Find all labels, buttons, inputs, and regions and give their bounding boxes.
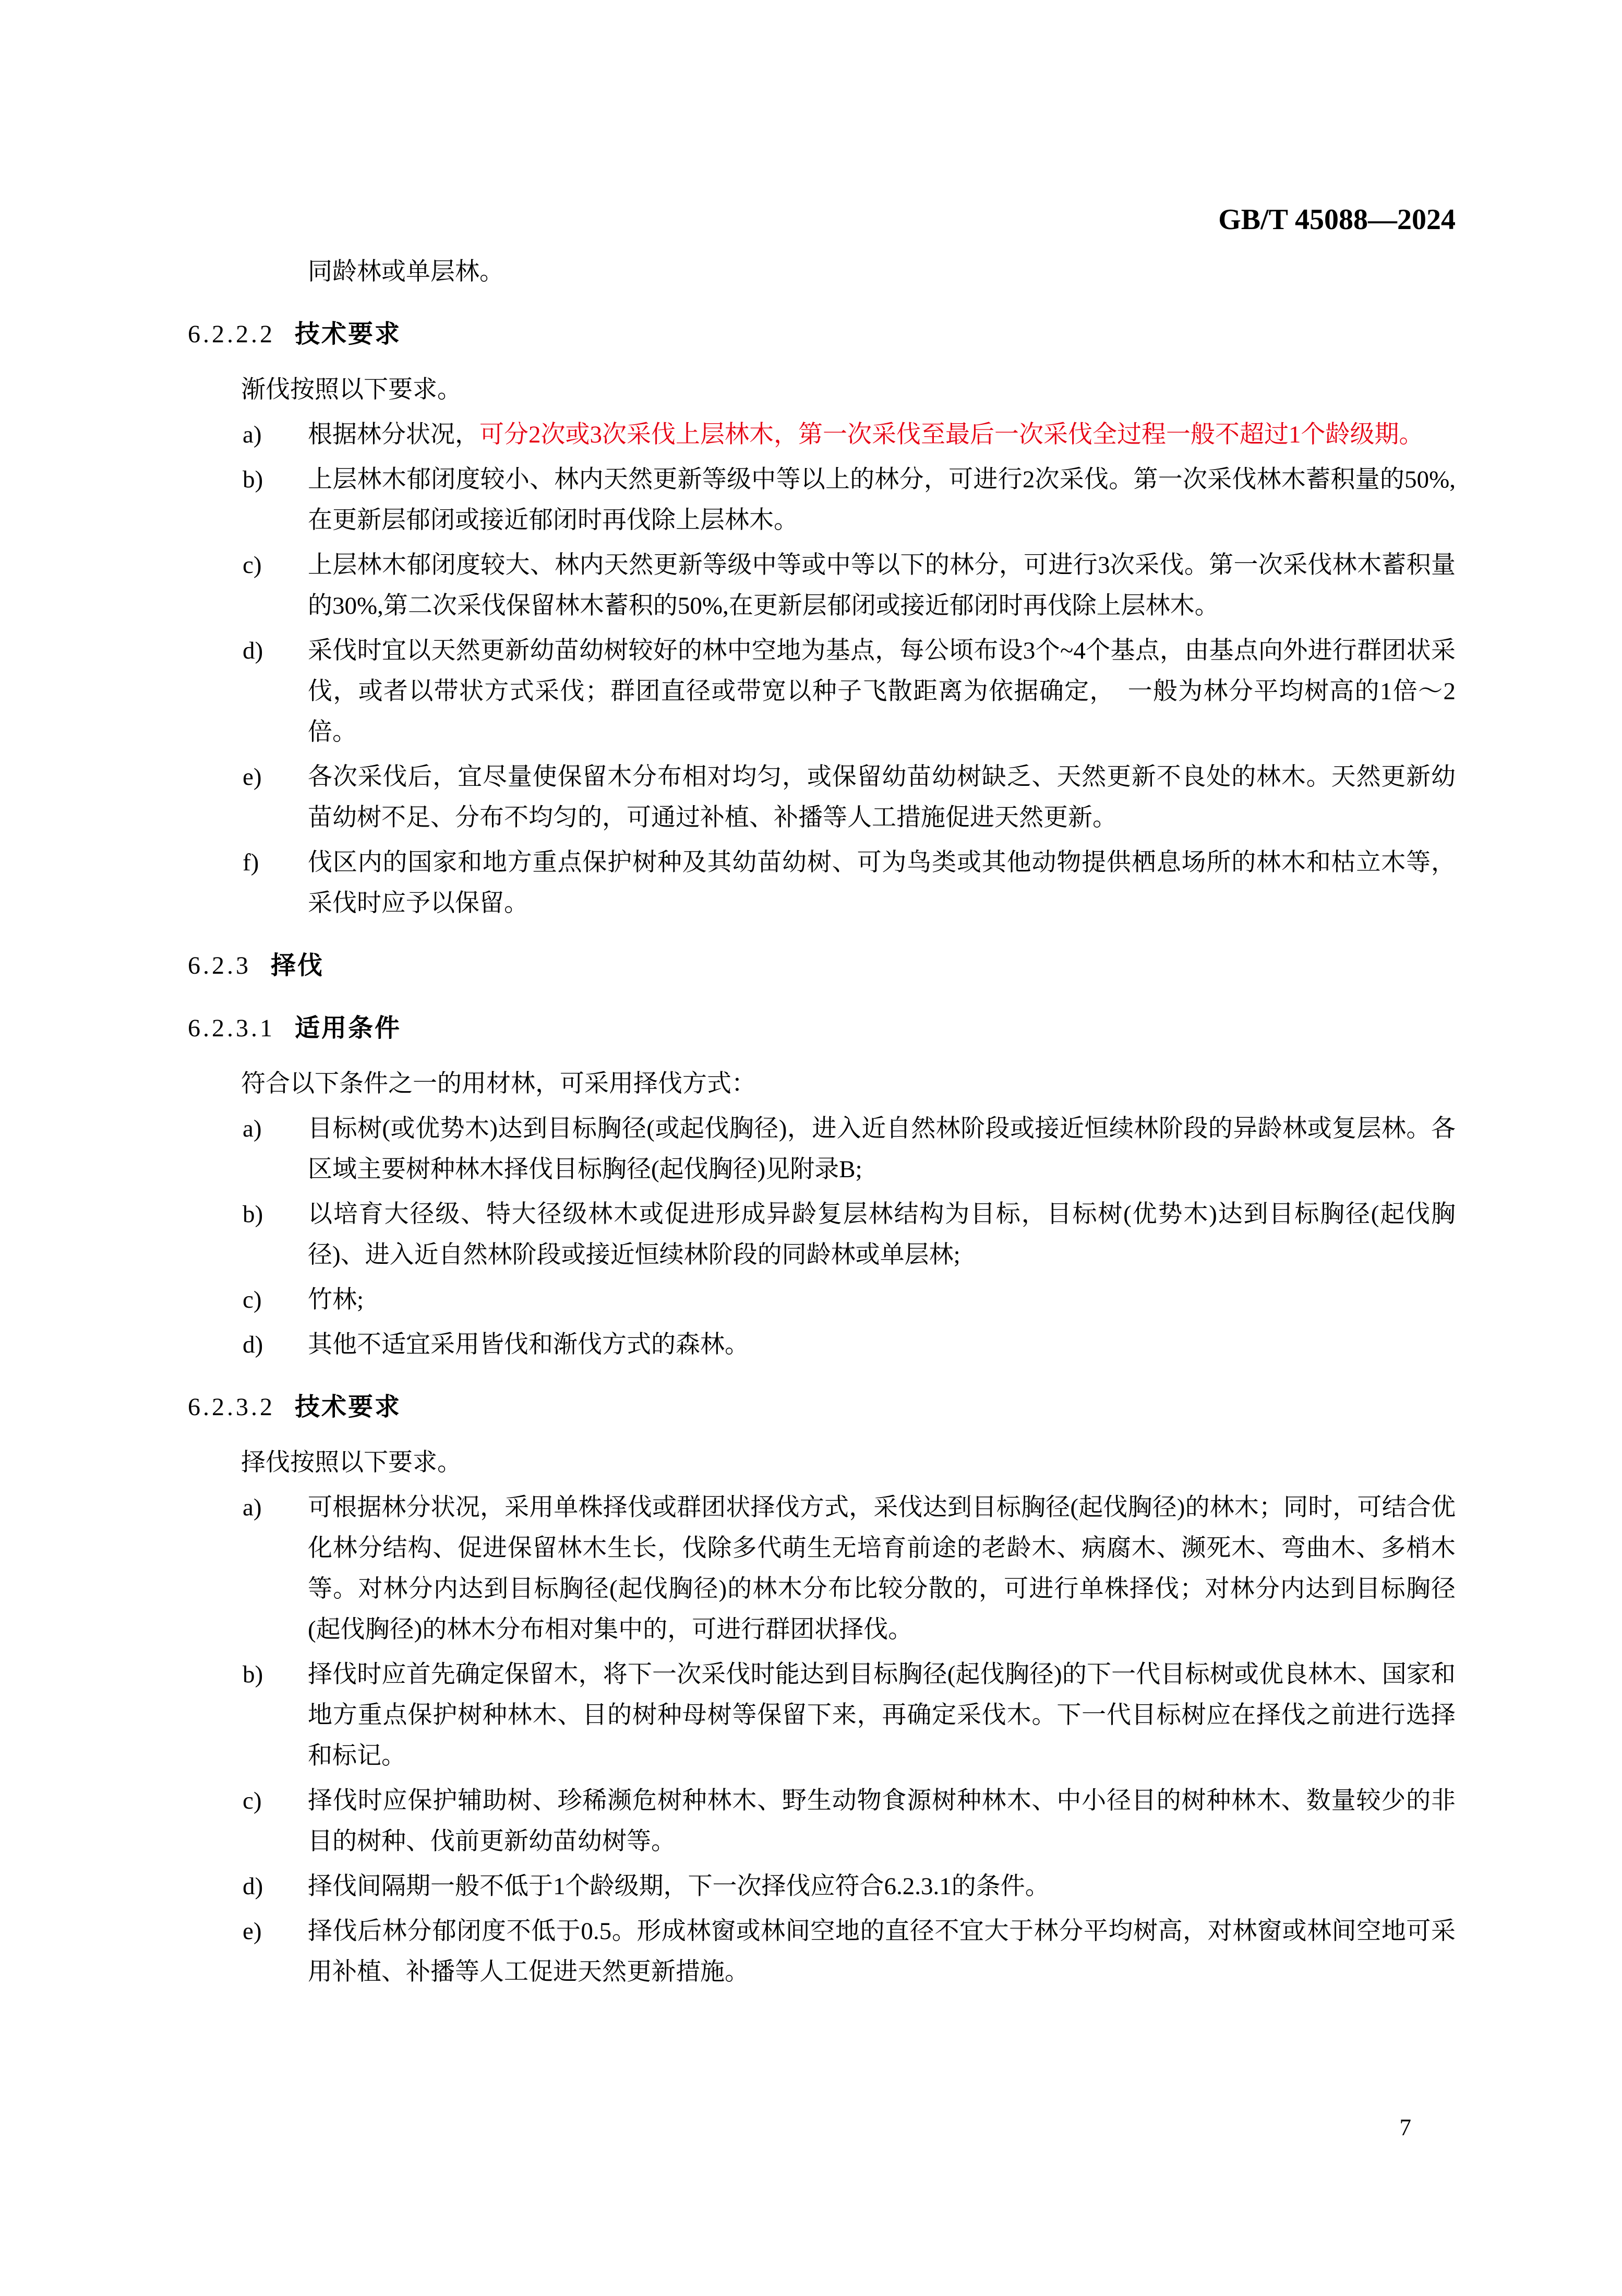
list-item-label: d): [243, 637, 263, 664]
heading-number: 6.2.3.2: [188, 1393, 275, 1421]
list-item: [188, 757, 1456, 838]
list-item-text: 其他不适宜采用皆伐和渐伐方式的森林。: [308, 1331, 749, 1358]
list-item-label: a): [243, 1494, 262, 1521]
list-item-label: a): [243, 421, 262, 448]
list-item-text: 各次采伐后，宜尽量使保留木分布相对均匀，或保留幼苗幼树缺乏、天然更新不良处的林木。天然更新幼苗幼树不足、分布不均匀的，可通过补植、补播等人工措施促进天然更新。: [308, 763, 1456, 831]
list-item-text: 根据林分状况，: [308, 421, 479, 448]
lead-paragraph: 渐伐按照以下要求。: [241, 376, 462, 403]
list-item-label: b): [243, 466, 263, 493]
lead-paragraph: 符合以下条件之一的用材林，可采用择伐方式：: [241, 1070, 756, 1097]
list-item-label: e): [243, 763, 262, 791]
list-item: [188, 545, 1456, 626]
list-item-label: e): [243, 1918, 262, 1945]
list-item-text: 以培育大径级、特大径级林木或促进形成异龄复层林结构为目标，目标树(优势木)达到目标胸径(起伐胸径)、进入近自然林阶段或接近恒续林阶段的同龄林或单层林;: [308, 1201, 1456, 1269]
list-item: [188, 1911, 1456, 1992]
list-item: [188, 459, 1456, 541]
heading-title: 技术要求: [295, 320, 402, 348]
heading-number: 6.2.3: [188, 952, 251, 979]
list-item: [188, 414, 1456, 455]
list-item-text: 采伐时宜以天然更新幼苗幼树较好的林中空地为基点，每公顷布设3个~4个基点，由基点向外进行群团状采伐，或者以带状方式采伐；群团直径或带宽以种子飞散距离为依据确定， 一般为林分平均树高的1倍～2倍。: [308, 637, 1456, 746]
highlighted-text: 可分2次或3次采伐上层林木，第一次采伐至最后一次采伐全过程一般不超过1个龄级期。: [479, 421, 1424, 448]
list-item: [188, 1108, 1456, 1190]
list-item-text: 上层林木郁闭度较大、林内天然更新等级中等或中等以下的林分，可进行3次采伐。第一次采伐林木蓄积量的30%,第二次采伐保留林木蓄积的50%,在更新层郁闭或接近郁闭时再伐除上层林木。: [308, 552, 1456, 619]
list-item: [188, 630, 1456, 752]
heading-title: 择伐: [271, 952, 325, 979]
heading-6-2-3: [188, 946, 1456, 986]
page-number: 7: [1399, 2114, 1411, 2140]
list-item-text: 择伐间隔期一般不低于1个龄级期，下一次择伐应符合6.2.3.1的条件。: [308, 1873, 1050, 1900]
list-item-text: 竹林;: [308, 1286, 364, 1313]
list-item: [188, 1279, 1456, 1320]
heading-6-2-2-2: [188, 314, 1456, 355]
list-item-text: 可根据林分状况，采用单株择伐或群团状择伐方式，采伐达到目标胸径(起伐胸径)的林木；同时，可结合优化林分结构、促进保留林木生长，伐除多代萌生无培育前途的老龄木、病腐木、濒死木、弯曲木、多梢木等。对林分内达到目标胸径(起伐胸径)的林木分布比较分散的，可进行单株择伐；对林分内达到目标胸径(起伐胸径)的林木分布相对集中的，可进行群团状择伐。: [308, 1494, 1456, 1643]
list-item-text: 上层林木郁闭度较小、林内天然更新等级中等以上的林分，可进行2次采伐。第一次采伐林木蓄积量的50%,在更新层郁闭或接近郁闭时再伐除上层林木。: [308, 466, 1456, 534]
list-item: [188, 1866, 1456, 1907]
list-item: [188, 1654, 1456, 1776]
lead-paragraph: 择伐按照以下要求。: [241, 1449, 462, 1476]
list-item: [188, 842, 1456, 924]
list-item-label: b): [243, 1661, 263, 1688]
list-item-text: 择伐时应首先确定保留木，将下一次采伐时能达到目标胸径(起伐胸径)的下一代目标树或优良林木、国家和地方重点保护树种林木、目的树种母树等保留下来，再确定采伐木。下一代目标树应在择伐之前进行选择和标记。: [308, 1661, 1456, 1769]
list-item-text: 择伐时应保护辅助树、珍稀濒危树种林木、野生动物食源树种林木、中小径目的树种林木、数量较少的非目的树种、伐前更新幼苗幼树等。: [308, 1787, 1456, 1855]
list-item-label: c): [243, 1286, 262, 1313]
list-item-text: 伐区内的国家和地方重点保护树种及其幼苗幼树、可为鸟类或其他动物提供栖息场所的林木和枯立木等，采伐时应予以保留。: [308, 849, 1456, 917]
list-item: [188, 1487, 1456, 1650]
list-item-label: c): [243, 552, 262, 579]
list-item: [188, 1194, 1456, 1275]
list-item-label: f): [243, 849, 259, 876]
heading-title: 技术要求: [295, 1393, 402, 1421]
heading-number: 6.2.3.1: [188, 1014, 275, 1042]
list-item-text: 择伐后林分郁闭度不低于0.5。形成林窗或林间空地的直径不宜大于林分平均树高，对林窗或林间空地可采用补植、补播等人工促进天然更新措施。: [308, 1918, 1456, 1986]
standard-code: GB/T 45088—2024: [1218, 204, 1456, 236]
list-item-label: d): [243, 1331, 263, 1358]
list-item-label: d): [243, 1873, 263, 1900]
list-item: [188, 1324, 1456, 1365]
list-item-text: 目标树(或优势木)达到目标胸径(或起伐胸径)，进入近自然林阶段或接近恒续林阶段的异龄林或复层林。各区域主要树种林木择伐目标胸径(起伐胸径)见附录B;: [308, 1115, 1456, 1183]
list-item-label: b): [243, 1201, 263, 1228]
list-item-label: c): [243, 1787, 262, 1814]
paragraph-continuation: 同龄林或单层林。: [308, 258, 504, 285]
heading-number: 6.2.2.2: [188, 320, 275, 348]
heading-6-2-3-1: [188, 1008, 1456, 1049]
heading-title: 适用条件: [295, 1014, 402, 1042]
heading-6-2-3-2: [188, 1387, 1456, 1428]
list-item: [188, 1780, 1456, 1862]
list-item-label: a): [243, 1115, 262, 1142]
